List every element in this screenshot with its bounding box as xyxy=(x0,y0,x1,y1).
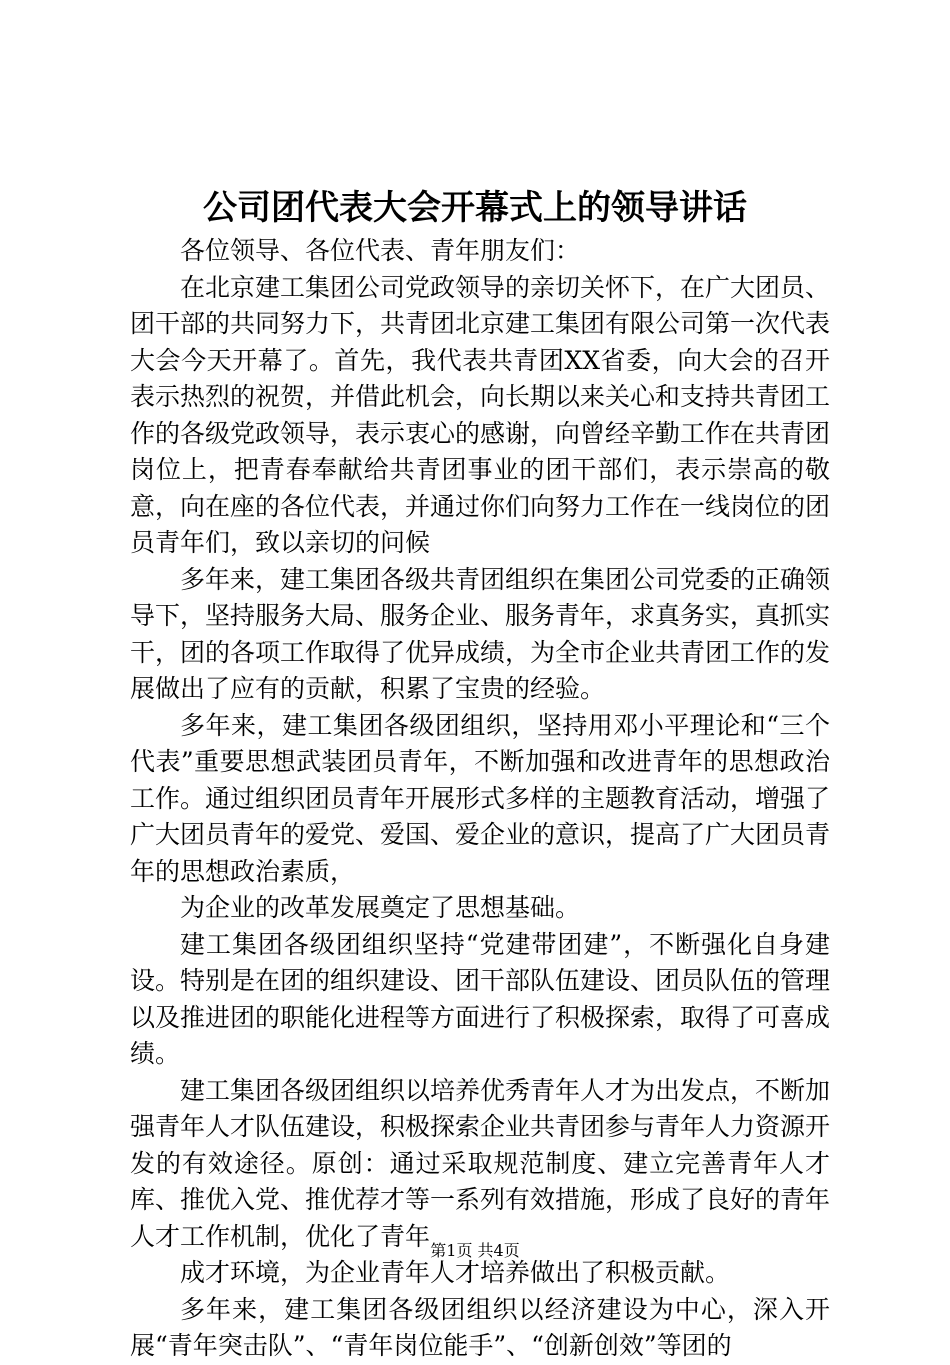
paragraph: 建工集团各级团组织坚持“党建带团建”，不断强化自身建设。特别是在团的组织建设、团干部队伍建设、团员队伍的管理以及推进团的职能化进程等方面进行了积极探索，取得了可喜成绩。 xyxy=(130,929,831,1068)
paragraph-greeting: 各位领导、各位代表、青年朋友们： xyxy=(180,236,581,265)
page-number-footer: 第1页 共4页 xyxy=(430,1241,520,1260)
document-title: 公司团代表大会开幕式上的领导讲话 xyxy=(203,188,747,228)
paragraph: 成才环境，为企业青年人才培养做出了积极贡献。 xyxy=(180,1258,731,1287)
paragraph: 多年来，建工集团各级团组织以经济建设为中心，深入开展“青年突击队”、“青年岗位能手”、“创新创效”等团的 xyxy=(130,1294,830,1360)
paragraph: 在北京建工集团公司党政领导的亲切关怀下，在广大团员、团干部的共同努力下，共青团北京建工集团有限公司第一次代表大会今天开幕了。首先，我代表共青团XX省委，向大会的召开表示热烈的祝贺，并借此机会，向长期以来关心和支持共青团工作的各级党政领导，表示衷心的感谢，向曾经辛勤工作在共青团岗位上，把青春奉献给共青团事业的团干部们，表示崇高的敬意，向在座的各位代表，并通过你们向努力工作在一线岗位的团员青年们，致以亲切的问候 xyxy=(130,272,831,557)
paragraph: 建工集团各级团组织以培养优秀青年人才为出发点，不断加强青年人才队伍建设，积极探索企业共青团参与青年人力资源开发的有效途径。原创：通过采取规范制度、建立完善青年人才库、推优入党、推优荐才等一系列有效措施，形成了良好的青年人才工作机制，优化了青年 xyxy=(130,1075,831,1251)
paragraph: 多年来，建工集团各级团组织，坚持用邓小平理论和“三个代表”重要思想武装团员青年，不断加强和改进青年的思想政治工作。通过组织团员青年开展形式多样的主题教育活动，增强了广大团员青年的爱党、爱国、爱企业的意识，提高了广大团员青年的思想政治素质， xyxy=(130,710,831,886)
paragraph: 多年来，建工集团各级共青团组织在集团公司党委的正确领导下，坚持服务大局、服务企业、服务青年，求真务实，真抓实干，团的各项工作取得了优异成绩，为全市企业共青团工作的发展做出了应有的贡献，积累了宝贵的经验。 xyxy=(130,564,831,703)
document-body xyxy=(130,233,830,1365)
paragraph: 为企业的改革发展奠定了思想基础。 xyxy=(180,893,581,922)
